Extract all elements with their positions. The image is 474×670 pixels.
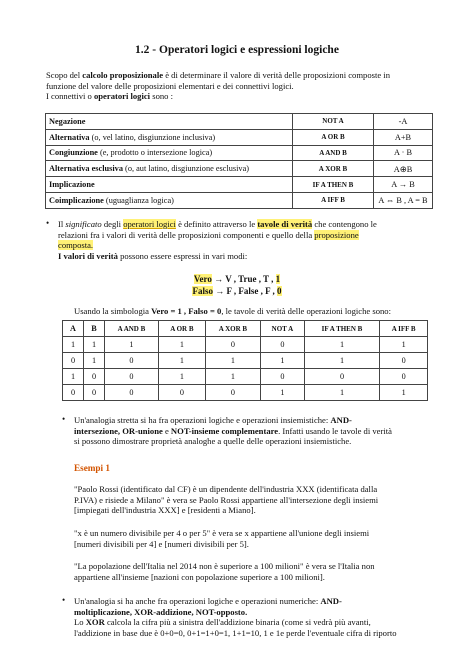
bullet-paragraph-insiemistiche: Un'analogia stretta si ha fra operazioni logiche e operazioni insiemistiche: AND- intersezione, OR-unione e NOT-insieme complementare. Infatti usando le tavole di verità si possono dimostrare proprietà analoghe a quelle delle operazioni insiemistiche. bbox=[74, 415, 392, 447]
truth-values-block: Vero → V , True , T , 1 Falso → F , False , F , 0 bbox=[192, 274, 282, 296]
example-paragraph-3: "La popolazione dell'Italia nel 2014 non è superiore a 100 milioni" è vera se l'Italia non appartiene all'insieme [nazioni con popolazione superiore a 100 milioni]. bbox=[74, 561, 375, 582]
operators-table bbox=[45, 113, 433, 209]
truth-table-intro: Usando la simbologia Vero = 1 , Falso = 0, le tavole di verità delle operazioni logiche sono: bbox=[74, 306, 391, 316]
table-row: 1 1 1 1 0 0 1 1 bbox=[63, 337, 428, 353]
table-row: Implicazione IF A THEN B A → B bbox=[46, 177, 433, 193]
table-row: Alternativa (o, vel latino, disgiunzione inclusiva) A OR B A+B bbox=[46, 129, 433, 145]
table-row: Negazione NOT A -A bbox=[46, 114, 433, 130]
example-paragraph-1: "Paolo Rossi (identificato dal CF) è un dipendente dell'industria XXX (identificata dalla P.IVA) e risiede a Milano" è vera se Paolo Rossi appartiene all'intersezione degli insiemi [impiegati dell'industria XXX] e [residenti a Miano]. bbox=[74, 484, 379, 516]
table-row: Alternativa esclusiva (o, aut latino, disgiunzione esclusiva) A XOR B A⊕B bbox=[46, 161, 433, 177]
intro-paragraph: Scopo del calcolo proposizionale è di determinare il valore di verità delle proposizioni composte in funzione del valore delle proposizioni elementari e dei connettivi logici. I connettivi o operatori logici sono : bbox=[46, 70, 390, 102]
bullet-dot-icon: • bbox=[46, 218, 50, 228]
table-row: 0 0 0 0 0 1 1 1 bbox=[63, 385, 428, 401]
table-row: 0 1 0 1 1 1 1 0 bbox=[63, 353, 428, 369]
table-row: Congiunzione (e, prodotto o intersezione logica) A AND B A · B bbox=[46, 145, 433, 161]
bullet-paragraph-numeriche: Un'analogia si ha anche fra operazioni logiche e operazioni numeriche: AND- moltiplicazione, XOR-addizione, NOT-opposto. Lo XOR calcola la cifra più a sinistra dell'addizione binaria (come si vedrà più avanti, l'addizione in base due è 0+0=0, 0+1=1+0=1, 1+1=10, 1 e 1e perde l'eventuale cifra di riporto bbox=[74, 596, 397, 638]
bullet-dot-icon: • bbox=[62, 595, 66, 605]
table-header-row: A B A AND B A OR B A XOR B NOT A IF A THEN B A IFF B bbox=[63, 321, 428, 337]
table-row: 1 0 0 1 1 0 0 0 bbox=[63, 369, 428, 385]
page-title: 1.2 - Operatori logici e espressioni logiche bbox=[135, 44, 339, 56]
bullet-paragraph-significato: Il significato degli operatori logici è definito attraverso le tavole di verità che contengono le relazioni fra i valori di verità delle proposizioni componenti e quello della proposizione composta. I valori di verità possono essere espressi in vari modi: bbox=[58, 219, 377, 261]
bullet-dot-icon: • bbox=[62, 414, 66, 424]
truth-table bbox=[62, 320, 428, 401]
examples-heading: Esempi 1 bbox=[74, 463, 110, 473]
table-row: Coimplicazione (uguaglianza logica) A IFF B A ⇔ B , A = B bbox=[46, 192, 433, 208]
example-paragraph-2: "x è un numero divisibile per 4 o per 5" è vera se x appartiene all'unione degli insiemi [numeri divisibili per 4] e [numeri divisibili per 5]. bbox=[74, 528, 370, 549]
